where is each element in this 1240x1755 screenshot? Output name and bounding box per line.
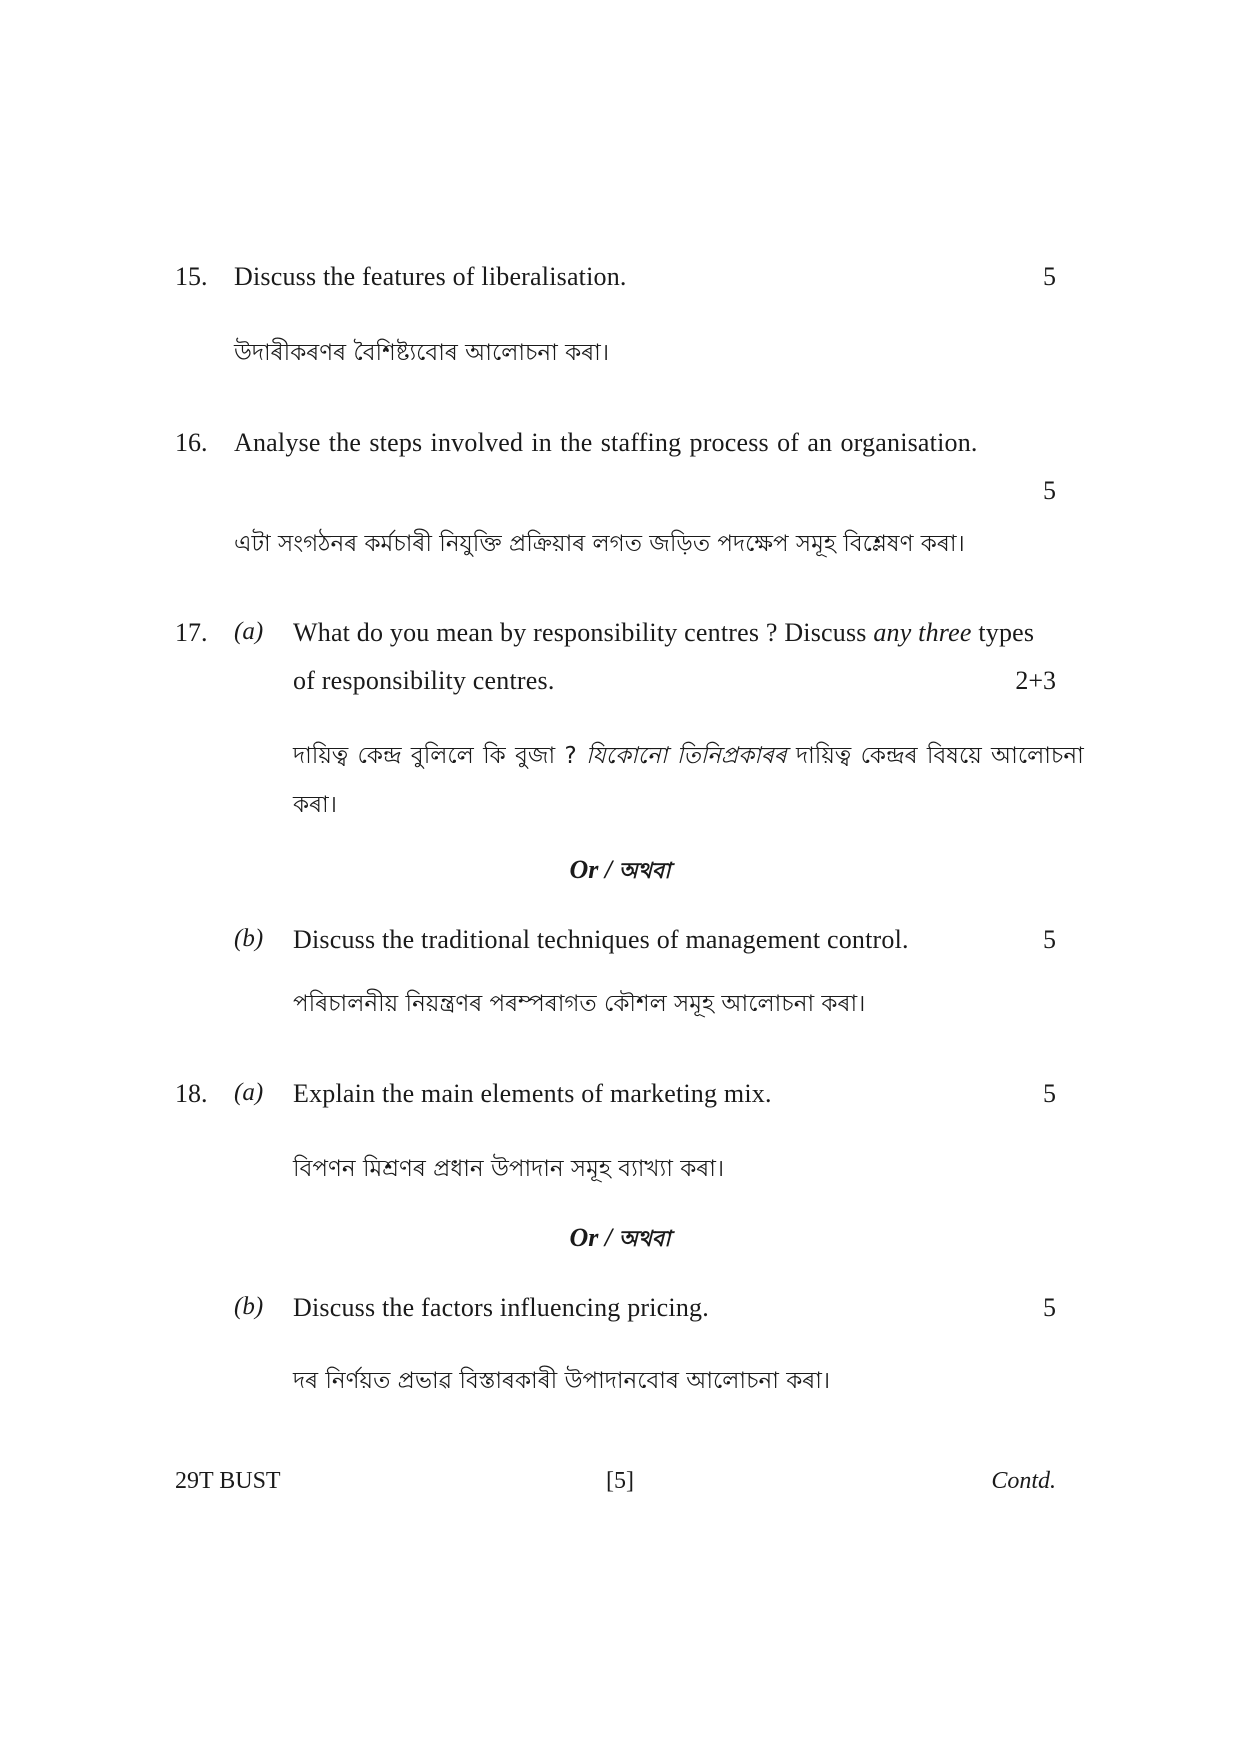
- question-text-as: দায়িত্ব কেন্দ্ৰ বুলিলে কি বুজা ? যিকোনো তিনিপ্ৰকাৰৰ দায়িত্ব কেন্দ্ৰৰ বিষয়ে আলোচনা: [293, 743, 1084, 769]
- question-number: 18.: [175, 1079, 208, 1108]
- or-heading: Or / অথবা: [569, 855, 671, 884]
- question-text-as: দৰ নিৰ্ণয়ত প্ৰভাৱ বিস্তাৰকাৰী উপাদানবোৰ আলোচনা কৰা।: [293, 1368, 831, 1394]
- question-text-as: উদাৰীকৰণৰ বৈশিষ্ট্যবোৰ আলোচনা কৰা।: [234, 340, 610, 366]
- sub-question-label: (b): [234, 1293, 264, 1320]
- question-marks: 5: [1043, 925, 1056, 954]
- question-text-en-continued: of responsibility centres.: [293, 666, 555, 695]
- question-text-en: Explain the main elements of marketing mix.: [293, 1079, 772, 1108]
- question-number: 15.: [175, 262, 208, 291]
- question-marks: 5: [1043, 1293, 1056, 1322]
- question-text-en: What do you mean by responsibility centres ? Discuss any three types: [293, 618, 1035, 647]
- question-text-as: পৰিচালনীয় নিয়ন্ত্ৰণৰ পৰম্পৰাগত কৌশল সমূহ আলোচনা কৰা।: [293, 991, 866, 1017]
- question-marks: 2+3: [1015, 666, 1056, 695]
- question-number: 16.: [175, 428, 208, 457]
- emphasis-text: যিকোনো তিনিপ্ৰকাৰৰ: [585, 743, 787, 769]
- sub-question-label: (b): [234, 925, 264, 952]
- or-heading: Or / অথবা: [569, 1223, 671, 1252]
- question-text-as: বিপণন মিশ্ৰণৰ প্ৰধান উপাদান সমূহ ব্যাখ্যা কৰা।: [293, 1156, 725, 1182]
- question-text-en: Discuss the features of liberalisation.: [234, 262, 627, 291]
- question-marks: 5: [1043, 262, 1056, 291]
- page-number: [5]: [606, 1468, 634, 1494]
- question-marks: 5: [1043, 476, 1056, 505]
- question-text-as-continued: কৰা।: [293, 792, 337, 818]
- question-text-en: Discuss the traditional techniques of management control.: [293, 925, 909, 954]
- question-number: 17.: [175, 618, 208, 647]
- emphasis-text: any three: [873, 618, 972, 647]
- sub-question-label: (a): [234, 1079, 264, 1106]
- paper-code: 29T BUST: [175, 1468, 281, 1494]
- question-text-as: এটা সংগঠনৰ কৰ্মচাৰী নিযুক্তি প্ৰক্ৰিয়াৰ লগত জড়িত পদক্ষেপ সমূহ বিশ্লেষণ কৰা।: [234, 531, 965, 557]
- question-text-en: Discuss the factors influencing pricing.: [293, 1293, 709, 1322]
- question-text-en: Analyse the steps involved in the staffing process of an organisation.: [234, 428, 978, 457]
- question-marks: 5: [1043, 1079, 1056, 1108]
- continued-label: Contd.: [991, 1468, 1056, 1494]
- sub-question-label: (a): [234, 618, 264, 645]
